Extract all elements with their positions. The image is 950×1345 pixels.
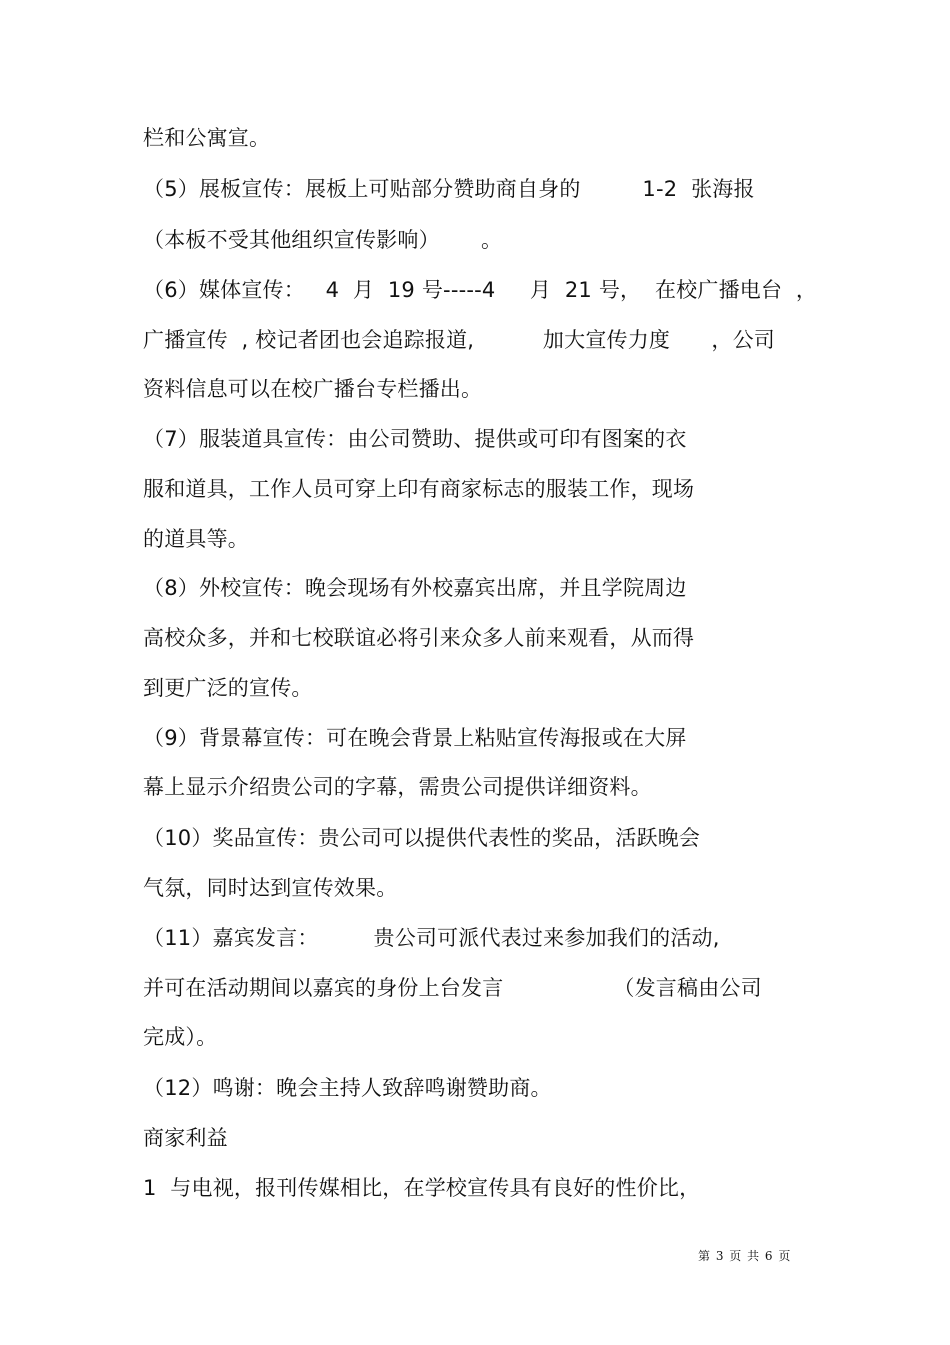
text-line: （7）服装道具宣传：由公司赞助、提供或可印有图案的衣 (143, 427, 687, 451)
text-line: 资料信息可以在校广播台专栏播出。 (143, 377, 483, 401)
text-line: 1 与电视，报刊传媒相比，在学校宣传具有良好的性价比， (143, 1176, 701, 1200)
text-line: 高校众多，并和七校联谊必将引来众多人前来观看，从而得 (143, 626, 695, 650)
text-line: （10）奖品宣传：贵公司可以提供代表性的奖品，活跃晚会 (143, 826, 701, 850)
text-line: （6）媒体宣传： 4 月 19 号-----4 月 21 号， 在校广播电台 ， (143, 278, 818, 302)
text-line: 广播宣传 , 校记者团也会追踪报道, 加大宣传力度 ，公司 (143, 328, 775, 352)
page-number-footer: 第 3 页 共 6 页 (698, 1249, 792, 1263)
text-line: （8）外校宣传：晚会现场有外校嘉宾出席，并且学院周边 (143, 576, 687, 600)
text-line: 幕上显示介绍贵公司的字幕，需贵公司提供详细资料。 (143, 775, 652, 799)
text-line: 栏和公寓宣。 (143, 126, 271, 150)
text-line: 并可在活动期间以嘉宾的身份上台发言 （发言稿由公司 (143, 976, 762, 1000)
text-line: （11）嘉宾发言： 贵公司可派代表过来参加我们的活动, (143, 926, 720, 950)
section-heading: 商家利益 (143, 1126, 228, 1150)
text-line: （本板不受其他组织宣传影响） 。 (143, 228, 503, 252)
text-line: 气氛，同时达到宣传效果。 (143, 876, 398, 900)
text-line: （9）背景幕宣传：可在晚会背景上粘贴宣传海报或在大屏 (143, 726, 687, 750)
text-line: 到更广泛的宣传。 (143, 676, 313, 700)
text-line: 服和道具，工作人员可穿上印有商家标志的服装工作，现场 (143, 477, 695, 501)
text-line: （5）展板宣传：展板上可贴部分赞助商自身的 1-2 张海报 (143, 177, 755, 201)
text-line: 完成）。 (143, 1025, 218, 1049)
text-line: （12）鸣谢：晚会主持人致辞鸣谢赞助商。 (143, 1076, 552, 1100)
text-line: 的道具等。 (143, 527, 249, 551)
